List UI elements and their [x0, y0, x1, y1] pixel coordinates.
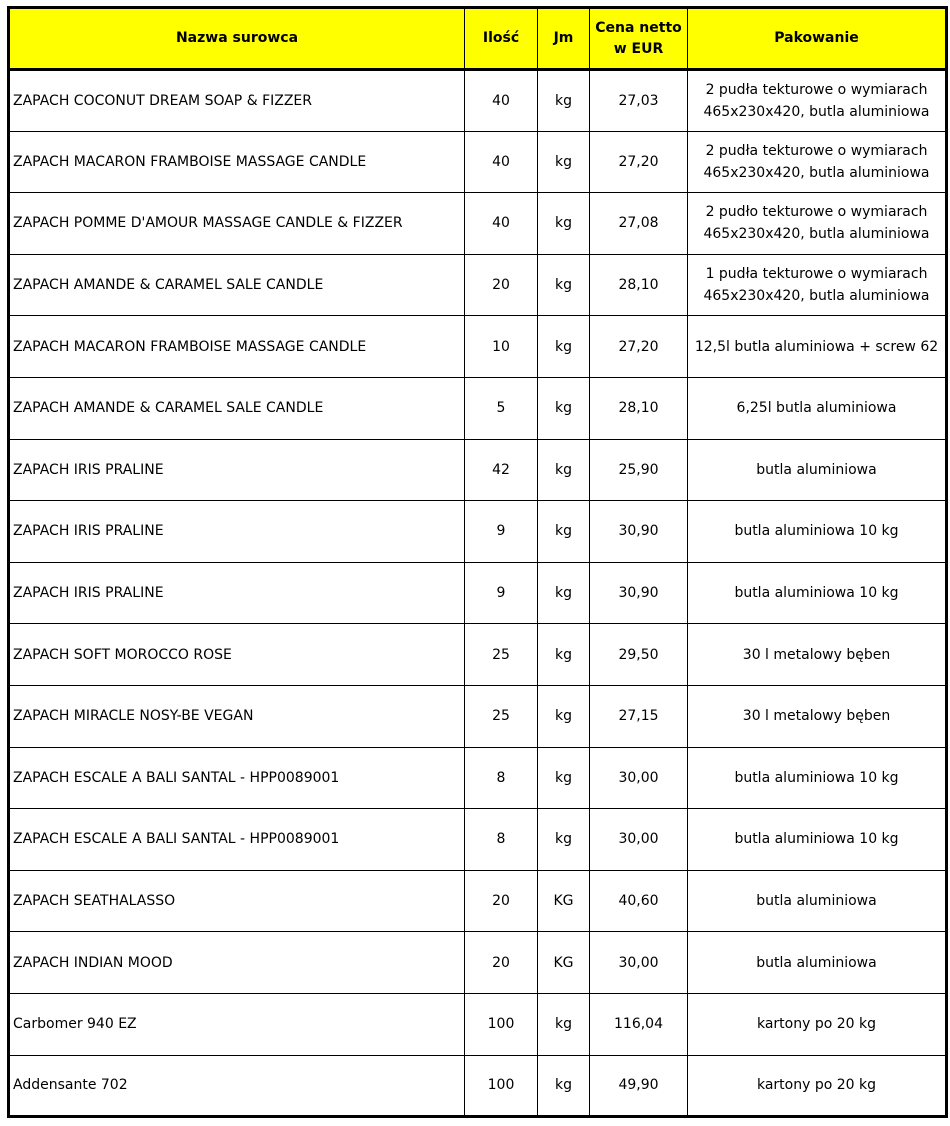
table-row: [9, 70, 947, 132]
packaging-line1: butla aluminiowa: [756, 893, 877, 910]
cell-packaging: [688, 870, 947, 932]
cell-unit: kg: [538, 131, 590, 193]
cell-unit: kg: [538, 624, 590, 686]
cell-unit: kg: [538, 685, 590, 747]
cell-price: 30,00: [590, 932, 688, 994]
cell-packaging: [688, 70, 947, 132]
cell-qty: 40: [465, 70, 538, 132]
packaging-line1: kartony po 20 kg: [756, 1077, 877, 1094]
packaging-line2: 465x230x420, butla aluminiowa: [703, 226, 930, 243]
cell-qty: 40: [465, 131, 538, 193]
cell-price: 28,10: [590, 377, 688, 439]
cell-qty: 100: [465, 1055, 538, 1117]
cell-name: ZAPACH INDIAN MOOD: [9, 932, 465, 994]
table-row: [9, 809, 947, 871]
cell-qty: 5: [465, 377, 538, 439]
cell-name: Carbomer 940 EZ: [9, 993, 465, 1055]
cell-price: 30,00: [590, 747, 688, 809]
raw-materials-table: [7, 6, 948, 1118]
cell-qty: 10: [465, 316, 538, 378]
cell-unit: kg: [538, 193, 590, 255]
table-row: [9, 193, 947, 255]
cell-unit: kg: [538, 254, 590, 316]
cell-unit: kg: [538, 316, 590, 378]
cell-qty: 9: [465, 501, 538, 563]
cell-unit: kg: [538, 501, 590, 563]
header-unit: Jm: [538, 8, 590, 70]
table-row: [9, 439, 947, 501]
cell-name: ZAPACH SOFT MOROCCO ROSE: [9, 624, 465, 686]
packaging-line1: 2 pudło tekturowe o wymiarach: [705, 204, 928, 221]
cell-unit: kg: [538, 993, 590, 1055]
cell-price: 40,60: [590, 870, 688, 932]
cell-name: ZAPACH MACARON FRAMBOISE MASSAGE CANDLE: [9, 131, 465, 193]
packaging-line1: butla aluminiowa 10 kg: [734, 769, 899, 786]
header-row: [9, 8, 947, 70]
cell-unit: kg: [538, 747, 590, 809]
cell-unit: kg: [538, 70, 590, 132]
cell-name: ZAPACH ESCALE A BALI SANTAL - HPP0089001: [9, 747, 465, 809]
table-row: [9, 131, 947, 193]
table-row: [9, 1055, 947, 1117]
cell-price: 25,90: [590, 439, 688, 501]
cell-price: 27,08: [590, 193, 688, 255]
cell-packaging: [688, 809, 947, 871]
cell-packaging: [688, 131, 947, 193]
cell-price: 27,20: [590, 316, 688, 378]
table-row: [9, 932, 947, 994]
cell-price: 28,10: [590, 254, 688, 316]
cell-qty: 100: [465, 993, 538, 1055]
header-qty: Ilość: [465, 8, 538, 70]
packaging-line1: butla aluminiowa 10 kg: [734, 831, 899, 848]
packaging-line1: 30 l metalowy bęben: [742, 708, 891, 725]
cell-price: 29,50: [590, 624, 688, 686]
cell-packaging: [688, 193, 947, 255]
cell-price: 30,90: [590, 501, 688, 563]
table-row: [9, 316, 947, 378]
cell-qty: 25: [465, 685, 538, 747]
cell-packaging: [688, 377, 947, 439]
cell-packaging: [688, 439, 947, 501]
packaging-line1: kartony po 20 kg: [756, 1016, 877, 1033]
cell-unit: kg: [538, 809, 590, 871]
cell-packaging: [688, 501, 947, 563]
cell-qty: 8: [465, 809, 538, 871]
table-row: [9, 254, 947, 316]
cell-unit: kg: [538, 377, 590, 439]
packaging-line1: 30 l metalowy bęben: [742, 646, 891, 663]
packaging-line1: 1 pudła tekturowe o wymiarach: [705, 266, 928, 283]
cell-qty: 20: [465, 870, 538, 932]
cell-price: 49,90: [590, 1055, 688, 1117]
table-row: [9, 870, 947, 932]
packaging-line1: butla aluminiowa: [756, 954, 877, 971]
packaging-line2: 465x230x420, butla aluminiowa: [703, 288, 930, 305]
table-row: [9, 562, 947, 624]
cell-packaging: [688, 316, 947, 378]
cell-unit: kg: [538, 562, 590, 624]
header-price-line1: Cena netto: [595, 19, 682, 36]
packaging-line1: 6,25l butla aluminiowa: [736, 400, 897, 417]
cell-name: Addensante 702: [9, 1055, 465, 1117]
cell-unit: KG: [538, 932, 590, 994]
cell-price: 27,15: [590, 685, 688, 747]
table-row: [9, 377, 947, 439]
packaging-line1: butla aluminiowa 10 kg: [734, 523, 899, 540]
header-price-line2: w EUR: [613, 40, 664, 57]
cell-qty: 25: [465, 624, 538, 686]
packaging-line1: butla aluminiowa 10 kg: [734, 585, 899, 602]
cell-price: 27,03: [590, 70, 688, 132]
cell-packaging: [688, 993, 947, 1055]
table-row: [9, 685, 947, 747]
cell-name: ZAPACH IRIS PRALINE: [9, 439, 465, 501]
table-row: [9, 624, 947, 686]
cell-price: 116,04: [590, 993, 688, 1055]
cell-name: ZAPACH IRIS PRALINE: [9, 501, 465, 563]
table-row: [9, 993, 947, 1055]
cell-name: ZAPACH COCONUT DREAM SOAP & FIZZER: [9, 70, 465, 132]
table-row: [9, 747, 947, 809]
cell-price: 30,00: [590, 809, 688, 871]
cell-qty: 9: [465, 562, 538, 624]
cell-packaging: [688, 1055, 947, 1117]
cell-name: ZAPACH POMME D'AMOUR MASSAGE CANDLE & FIZZER: [9, 193, 465, 255]
packaging-line1: butla aluminiowa: [756, 461, 877, 478]
cell-name: ZAPACH MIRACLE NOSY-BE VEGAN: [9, 685, 465, 747]
cell-qty: 20: [465, 254, 538, 316]
packaging-line1: 12,5l butla aluminiowa + screw 62: [694, 338, 939, 355]
packaging-line1: 2 pudła tekturowe o wymiarach: [705, 81, 928, 98]
packaging-line2: 465x230x420, butla aluminiowa: [703, 164, 930, 181]
cell-qty: 8: [465, 747, 538, 809]
header-packaging: Pakowanie: [688, 8, 947, 70]
cell-packaging: [688, 254, 947, 316]
table-body: [9, 70, 947, 1117]
cell-name: ZAPACH IRIS PRALINE: [9, 562, 465, 624]
cell-packaging: [688, 624, 947, 686]
cell-qty: 40: [465, 193, 538, 255]
cell-unit: kg: [538, 439, 590, 501]
cell-packaging: [688, 562, 947, 624]
packaging-line2: 465x230x420, butla aluminiowa: [703, 103, 930, 120]
cell-name: ZAPACH SEATHALASSO: [9, 870, 465, 932]
cell-name: ZAPACH MACARON FRAMBOISE MASSAGE CANDLE: [9, 316, 465, 378]
cell-name: ZAPACH AMANDE & CARAMEL SALE CANDLE: [9, 377, 465, 439]
cell-qty: 20: [465, 932, 538, 994]
cell-unit: kg: [538, 1055, 590, 1117]
cell-price: 27,20: [590, 131, 688, 193]
cell-packaging: [688, 932, 947, 994]
header-name: Nazwa surowca: [9, 8, 465, 70]
cell-packaging: [688, 685, 947, 747]
cell-name: ZAPACH ESCALE A BALI SANTAL - HPP0089001: [9, 809, 465, 871]
cell-name: ZAPACH AMANDE & CARAMEL SALE CANDLE: [9, 254, 465, 316]
header-price: [590, 8, 688, 70]
cell-unit: KG: [538, 870, 590, 932]
cell-qty: 42: [465, 439, 538, 501]
cell-price: 30,90: [590, 562, 688, 624]
cell-packaging: [688, 747, 947, 809]
packaging-line1: 2 pudła tekturowe o wymiarach: [705, 142, 928, 159]
table-row: [9, 501, 947, 563]
